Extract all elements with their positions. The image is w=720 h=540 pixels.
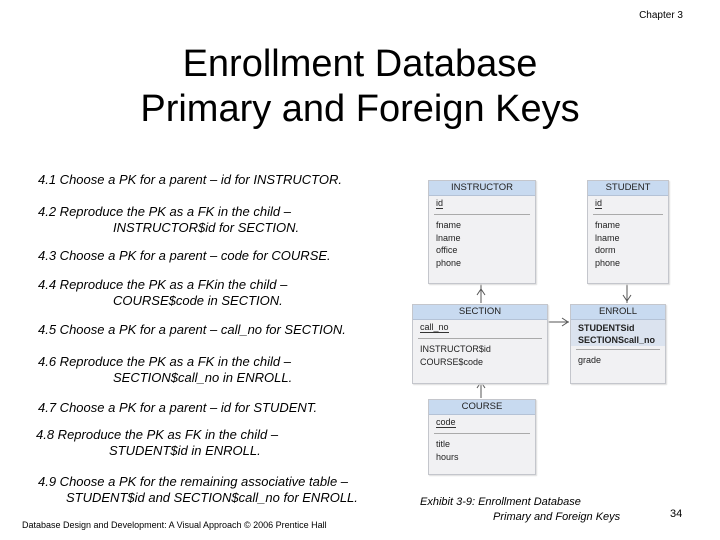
attribute: phone (595, 257, 621, 268)
step-cont: STUDENT$id in ENROLL. (109, 443, 261, 458)
attribute: office (436, 245, 458, 255)
step-text: 4.2 Reproduce the PK as a FK in the child – (38, 204, 291, 219)
primary-key: id (436, 198, 444, 208)
instructor-entity (428, 180, 536, 284)
student-entity (587, 180, 669, 284)
attribute: lname (436, 232, 461, 243)
title-line-2: Primary and Foreign Keys (140, 88, 580, 130)
attribute: title (436, 439, 451, 449)
caption-line-1: Exhibit 3-9: Enrollment Database (420, 496, 581, 508)
section-entity (412, 304, 548, 384)
step-cont: SECTION$call_no in ENROLL. (113, 370, 293, 385)
primary-key: call_no (420, 322, 449, 332)
composite-key: SECTIONScall_no (578, 335, 656, 345)
enroll-entity (570, 304, 666, 384)
step-text: 4.3 Choose a PK for a parent – code for COURSE. (38, 248, 331, 263)
step-text: 4.5 Choose a PK for a parent – call_no for SECTION. (38, 322, 346, 337)
step-text: 4.8 Reproduce the PK as FK in the child – (36, 427, 279, 442)
course-entity (428, 399, 536, 475)
page-number: 34 (670, 508, 683, 520)
exhibit-caption (420, 495, 650, 525)
step-text: 4.4 Reproduce the PK as a FKin the child – (38, 277, 288, 292)
step-cont: COURSE$code in SECTION. (113, 293, 283, 308)
step-text: 4.6 Reproduce the PK as a FK in the child – (38, 354, 291, 369)
foreign-key: COURSE$code (420, 356, 484, 367)
entity-name: INSTRUCTOR (429, 181, 535, 196)
title-line-1: Enrollment Database (182, 43, 538, 85)
footer-text: Database Design and Development: A Visual Approach © 2006 Prentice Hall (22, 520, 327, 530)
primary-key: code (436, 417, 456, 427)
step-text: 4.7 Choose a PK for a parent – id for STUDENT. (38, 400, 318, 415)
caption-line-2: Primary and Foreign Keys (493, 511, 621, 523)
chapter-label: Chapter 3 (639, 10, 683, 21)
foreign-key: INSTRUCTOR$id (420, 344, 491, 354)
attribute: dorm (595, 245, 616, 255)
entity-name: COURSE (429, 400, 535, 415)
step-text: 4.1 Choose a PK for a parent – id for INSTRUCTOR. (38, 172, 342, 187)
attribute: fname (436, 220, 462, 230)
attribute: phone (436, 257, 462, 268)
entity-name: STUDENT (588, 181, 668, 196)
attribute: fname (595, 220, 621, 230)
entity-name: SECTION (413, 305, 547, 320)
step-cont: STUDENT$id and SECTION$call_no for ENROLL. (66, 490, 358, 505)
composite-key: STUDENTSid (578, 323, 635, 333)
attribute: grade (578, 355, 602, 365)
step-text: 4.9 Choose a PK for the remaining associative table – (38, 474, 349, 489)
primary-key: id (595, 198, 603, 208)
attribute: hours (436, 451, 459, 462)
attribute: lname (595, 232, 620, 243)
step-cont: INSTRUCTOR$id for SECTION. (113, 220, 300, 235)
entity-name: ENROLL (571, 305, 665, 320)
